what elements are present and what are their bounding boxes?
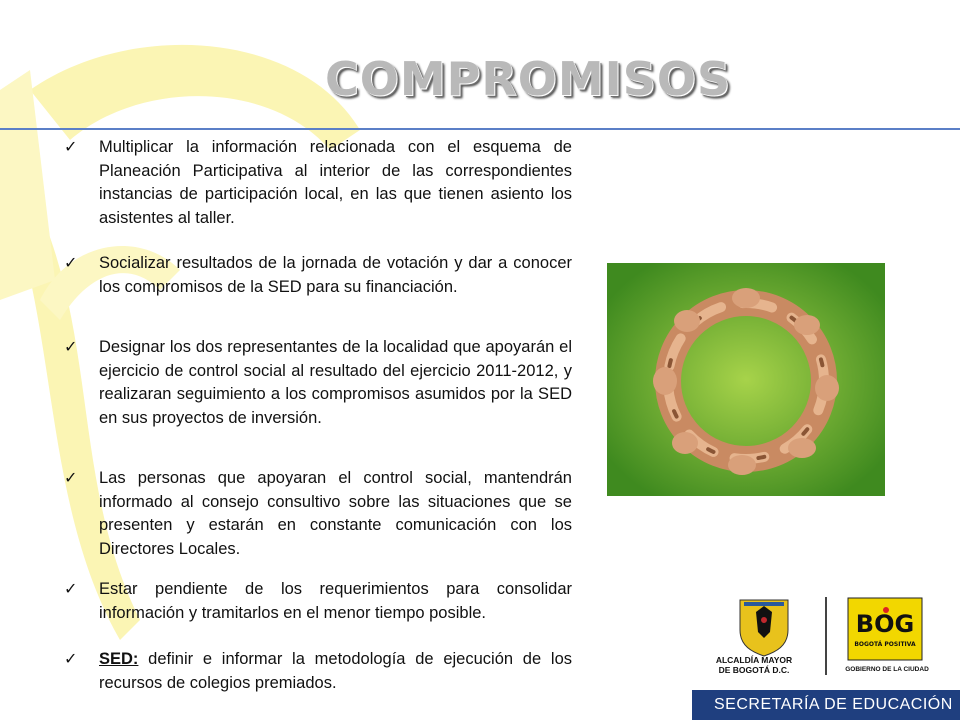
checkmark-icon: ✓	[64, 255, 78, 272]
bog-sub: BOGOTÁ POSITIVA	[854, 641, 916, 648]
list-item	[64, 136, 572, 230]
alcaldia-label	[704, 655, 804, 675]
checkmark-icon: ✓	[64, 651, 78, 668]
list-item	[64, 336, 572, 430]
page-title: COMPROMISOS	[325, 52, 732, 106]
list-item-text: Designar los dos representantes de la localidad que apoyarán el ejercicio de control social al resultado del ejercicio 2011-2012, y realizaran seguimiento a los compromisos asumidos por la SED en sus proyectos de inversión.	[99, 338, 572, 427]
alcaldia-line-1: ALCALDÍA MAYOR	[715, 655, 793, 665]
title-underline	[0, 128, 960, 130]
checkmark-icon: ✓	[64, 339, 78, 356]
list-item-text: Multiplicar la información relacionada con el esquema de Planeación Participativa al interior de las correspondientes instancias de participación local, en las que tienen asiento los asistentes al taller.	[99, 138, 572, 227]
checkmark-icon: ✓	[64, 581, 78, 598]
checkmark-icon: ✓	[64, 139, 78, 156]
sed-text: definir e informar la metodología de ejecución de los recursos de colegios premiados.	[99, 650, 572, 692]
gobierno-label: GOBIERNO DE LA CIUDAD	[845, 666, 929, 673]
list-item-text	[99, 648, 572, 695]
bog-mark: BOG	[855, 610, 915, 638]
checkmark-icon: ✓	[64, 470, 78, 487]
list-item	[64, 578, 572, 625]
list-item-text: Socializar resultados de la jornada de votación y dar a conocer los compromisos de la SED para su financiación.	[99, 254, 572, 296]
list-item	[64, 467, 572, 561]
sed-label: SED:	[99, 650, 139, 668]
bogota-coat-of-arms-icon	[740, 600, 788, 656]
list-item	[64, 252, 572, 299]
hands-circle-photo	[607, 263, 885, 496]
bog-logo-icon	[848, 598, 922, 660]
list-item-text: Las personas que apoyaran el control social, mantendrán informado al consejo consultivo sobre las situaciones que se presenten y estarán en constante comunicación con los Directores Locales.	[99, 469, 572, 558]
footer-text: SECRETARÍA DE EDUCACIÓN	[714, 696, 953, 713]
alcaldia-line-2: DE BOGOTÁ D.C.	[718, 665, 790, 675]
list-item	[64, 648, 572, 695]
logo-divider	[825, 597, 827, 675]
list-item-text: Estar pendiente de los requerimientos para consolidar información y tramitarlos en el menor tiempo posible.	[99, 580, 572, 622]
